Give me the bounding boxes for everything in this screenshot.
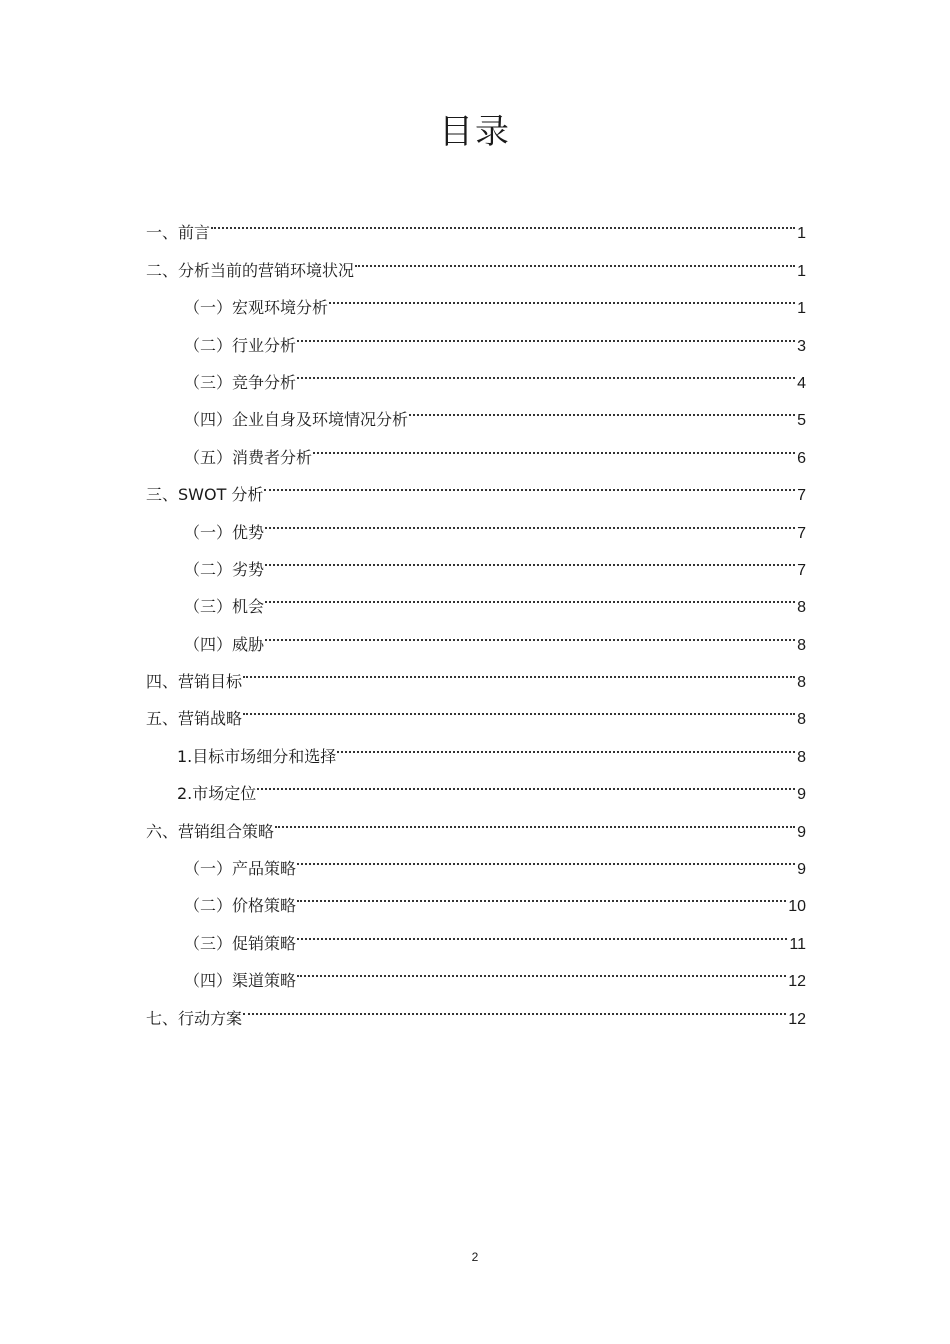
toc-dot-leader <box>297 837 795 874</box>
toc-dot-leader <box>265 612 795 649</box>
toc-entry-page: 9 <box>797 861 806 879</box>
toc-entry-label: （一）优势 <box>184 522 265 542</box>
toc-entry-page: 11 <box>789 935 806 953</box>
toc-entry[interactable] <box>146 650 806 692</box>
toc-dot-leader <box>313 425 795 462</box>
toc-entry-label: 2.市场定位 <box>177 784 257 804</box>
table-of-contents <box>146 201 806 1028</box>
toc-entry-label: 二、分析当前的营销环境状况 <box>146 260 355 280</box>
toc-entry-page: 10 <box>788 898 806 916</box>
toc-entry-label: 七、行动方案 <box>146 1008 243 1028</box>
toc-entry-page: 7 <box>797 487 806 505</box>
toc-entry-label: （二）价格策略 <box>184 896 297 916</box>
toc-entry-page: 8 <box>797 748 806 766</box>
toc-dot-leader <box>211 201 795 238</box>
toc-dot-leader <box>297 949 786 986</box>
toc-entry-label: （四）渠道策略 <box>184 971 297 991</box>
toc-entry-page: 1 <box>797 225 806 243</box>
toc-entry[interactable] <box>146 724 806 766</box>
toc-entry-label: （三）竞争分析 <box>184 372 297 392</box>
toc-dot-leader <box>337 724 795 761</box>
toc-entry-page: 8 <box>797 636 806 654</box>
toc-entry-page: 12 <box>788 1010 806 1028</box>
toc-dot-leader <box>297 351 795 388</box>
toc-entry[interactable] <box>146 238 806 280</box>
page-number: 2 <box>471 1250 479 1264</box>
toc-entry-page: 5 <box>797 412 806 430</box>
toc-entry-page: 7 <box>797 561 806 579</box>
toc-entry-label: 四、营销目标 <box>146 672 243 692</box>
toc-entry-page: 9 <box>797 786 806 804</box>
toc-entry-label: 1.目标市场细分和选择 <box>177 746 337 766</box>
toc-entry[interactable] <box>146 986 806 1028</box>
toc-dot-leader <box>329 276 795 313</box>
toc-entry-label: 三、SWOT 分析 <box>146 485 264 505</box>
toc-dot-leader <box>257 762 795 799</box>
toc-entry-label: 六、营销组合策略 <box>146 821 275 841</box>
toc-dot-leader <box>409 388 795 425</box>
toc-entry-page: 9 <box>797 823 806 841</box>
toc-dot-leader <box>243 986 786 1023</box>
toc-dot-leader <box>265 575 795 612</box>
toc-entry-page: 8 <box>797 711 806 729</box>
toc-entry-label: （二）行业分析 <box>184 335 297 355</box>
toc-entry-page: 6 <box>797 449 806 467</box>
page-title: 目录 <box>439 112 511 152</box>
toc-entry-label: （四）威胁 <box>184 634 265 654</box>
toc-entry-page: 4 <box>797 374 806 392</box>
toc-dot-leader <box>355 238 795 275</box>
toc-entry-label: （五）消费者分析 <box>184 447 313 467</box>
toc-entry[interactable] <box>146 201 806 243</box>
toc-entry-page: 1 <box>797 262 806 280</box>
toc-entry-page: 1 <box>797 300 806 318</box>
toc-dot-leader <box>297 874 786 911</box>
toc-dot-leader <box>264 463 795 500</box>
toc-entry-page: 12 <box>788 973 806 991</box>
toc-dot-leader <box>297 313 795 350</box>
toc-entry-label: （三）机会 <box>184 597 265 617</box>
toc-entry-label: （一）产品策略 <box>184 859 297 879</box>
toc-dot-leader <box>243 687 795 724</box>
toc-entry-label: （三）促销策略 <box>184 933 297 953</box>
toc-entry-label: （一）宏观环境分析 <box>184 298 329 318</box>
toc-dot-leader <box>297 911 787 948</box>
toc-entry-label: （四）企业自身及环境情况分析 <box>184 410 409 430</box>
toc-dot-leader <box>265 538 795 575</box>
toc-dot-leader <box>243 650 795 687</box>
toc-entry-label: 五、营销战略 <box>146 709 243 729</box>
toc-entry-label: （二）劣势 <box>184 559 265 579</box>
toc-entry-page: 3 <box>797 337 806 355</box>
toc-entry-label: 一、前言 <box>146 223 211 243</box>
toc-dot-leader <box>275 799 795 836</box>
toc-entry-page: 7 <box>797 524 806 542</box>
toc-dot-leader <box>265 500 795 537</box>
toc-entry-page: 8 <box>797 674 806 692</box>
toc-entry[interactable] <box>146 687 806 729</box>
toc-entry-page: 8 <box>797 599 806 617</box>
